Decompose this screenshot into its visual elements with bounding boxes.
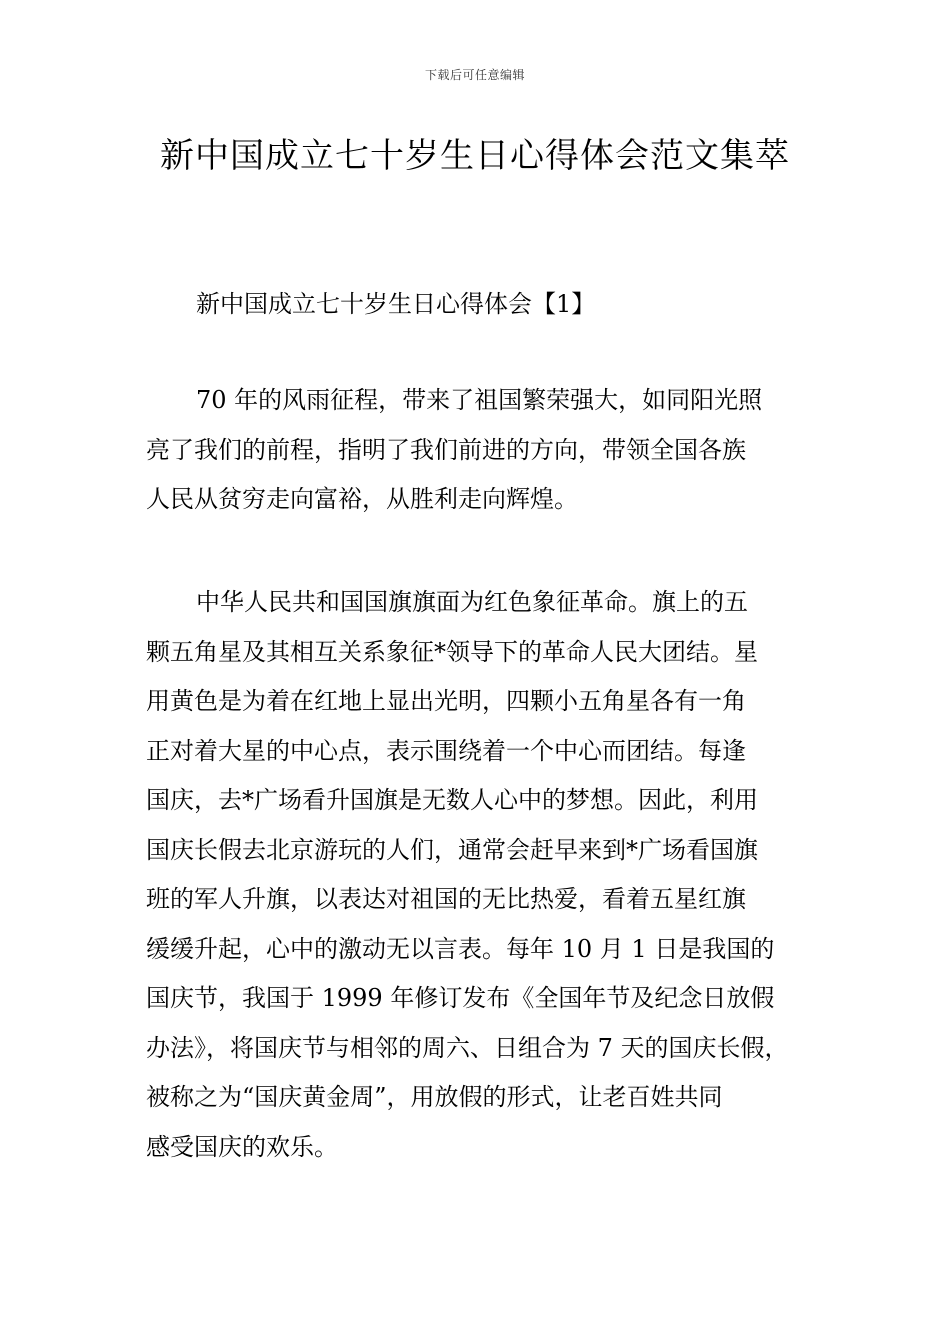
header-note: 下载后可任意编辑 (424, 68, 525, 82)
document-title: 新中国成立七十岁生日心得体会范文集萃 (160, 136, 790, 176)
paragraph-line: 缓缓升起，心中的激动无以言表。每年 10 月 1 日是我国的 (146, 934, 775, 963)
paragraph-line: 被称之为“国庆黄金周”，用放假的形式，让老百姓共同 (146, 1083, 723, 1111)
paragraph-line: 国庆，去*广场看升国旗是无数人心中的梦想。因此，利用 (146, 786, 758, 814)
paragraph-line: 颗五角星及其相互关系象征*领导下的革命人民大团结。星 (146, 637, 758, 666)
paragraph-line: 国庆长假去北京游玩的人们，通常会赶早来到*广场看国旗 (146, 835, 758, 864)
paragraph-line: 用黄色是为着在红地上显出光明，四颗小五角星各有一角 (146, 687, 746, 715)
paragraph-line: 人民从贫穷走向富裕，从胜利走向辉煌。 (146, 485, 578, 513)
paragraph-line: 亮了我们的前程，指明了我们前进的方向，带领全国各族 (146, 435, 746, 464)
paragraph-line: 办法》，将国庆节与相邻的周六、日组合为 7 天的国庆长假， (146, 1033, 789, 1062)
paragraph-line: 正对着大星的中心点，表示围绕着一个中心而团结。每逢 (146, 736, 746, 765)
paragraph (146, 578, 836, 1172)
paragraph-line: 中华人民共和国国旗旗面为红色象征革命。旗上的五 (196, 588, 748, 616)
paragraph (146, 376, 836, 525)
paragraph-line: 感受国庆的欢乐。 (146, 1132, 338, 1161)
paragraph-line: 70 年的风雨征程，带来了祖国繁荣强大，如同阳光照 (196, 386, 763, 414)
paragraph-line: 班的军人升旗，以表达对祖国的无比热爱，看着五星红旗 (146, 885, 746, 913)
paragraph-line: 国庆节，我国于 1999 年修订发布《全国年节及纪念日放假 (146, 984, 775, 1012)
section-heading: 新中国成立七十岁生日心得体会【1】 (196, 290, 596, 318)
